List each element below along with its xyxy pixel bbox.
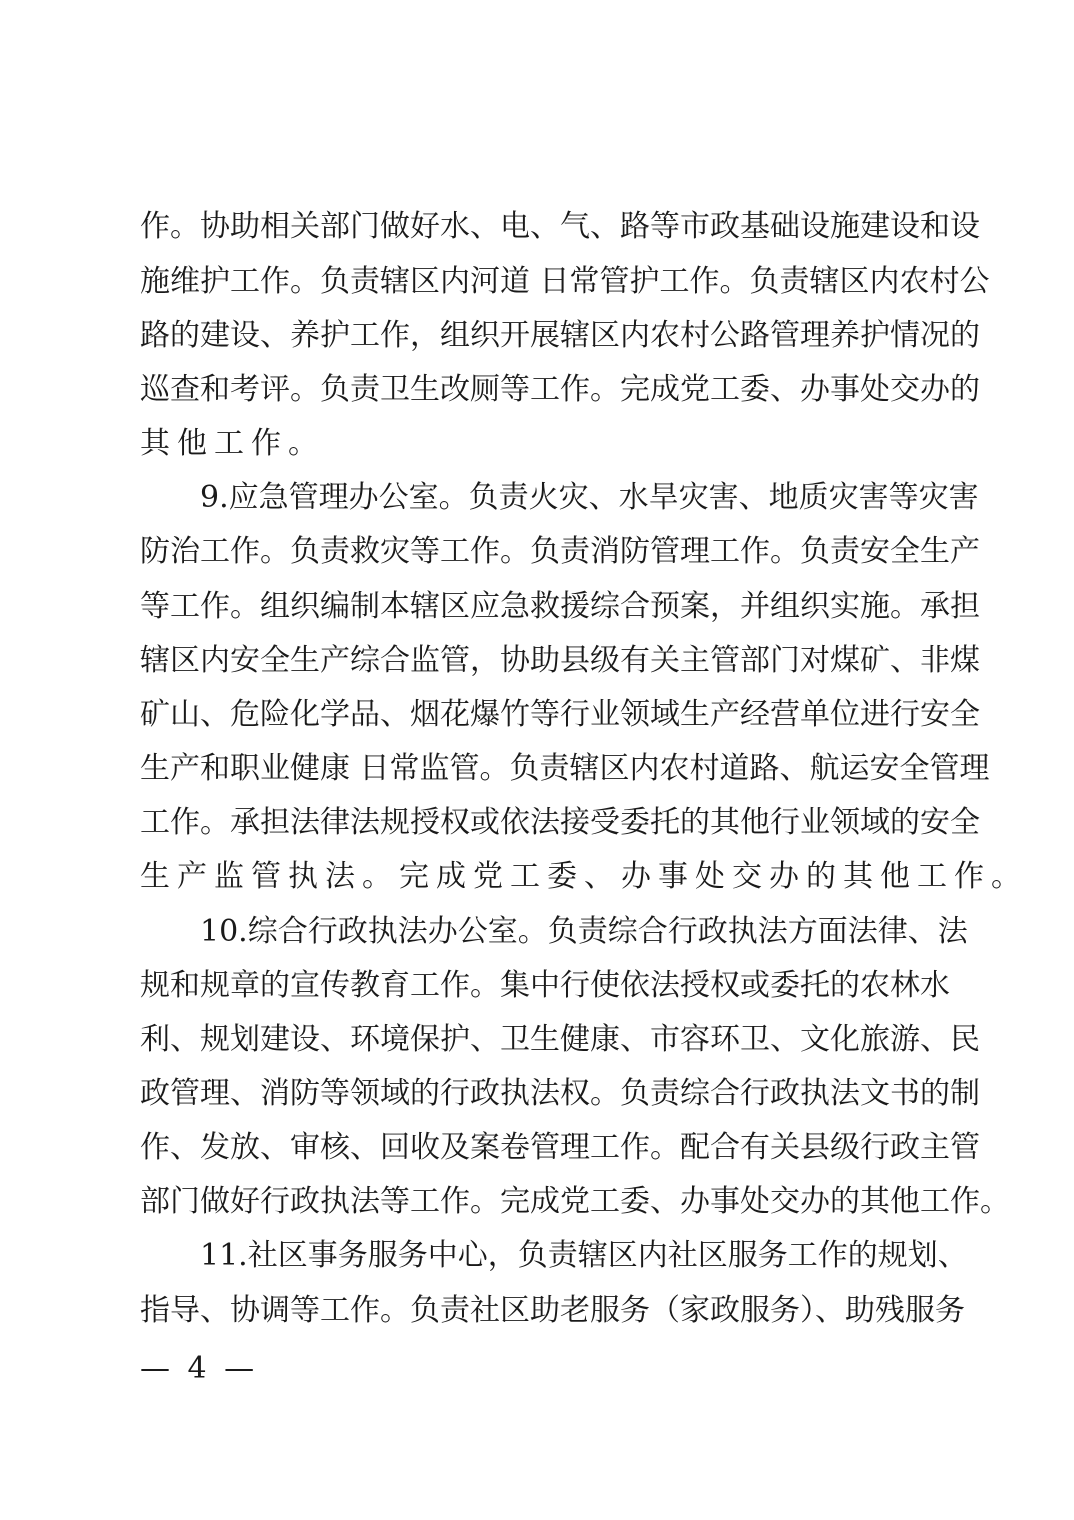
text-line: 等工作。组织编制本辖区应急救援综合预案，并组织实施。承担 bbox=[140, 589, 980, 624]
text-line: 指导、协调等工作。负责社区助老服务（家政服务）、助残服务 bbox=[140, 1293, 965, 1328]
text-line: 其他工作。 bbox=[140, 426, 325, 461]
text-line: 路的建设、养护工作，组织开展辖区内农村公路管理养护情况的 bbox=[140, 318, 980, 353]
text-line: 防治工作。负责救灾等工作。负责消防管理工作。负责安全生产 bbox=[140, 534, 980, 569]
text-line: 巡查和考评。负责卫生改厕等工作。完成党工委、办事处交办的 bbox=[140, 372, 980, 407]
paragraph-heading-line: 10.综合行政执法办公室。负责综合行政执法方面法律、法 bbox=[200, 914, 968, 949]
text-line: 辖区内安全生产综合监管，协助县级有关主管部门对煤矿、非煤 bbox=[140, 643, 980, 678]
text-line: 工作。承担法律法规授权或依法接受委托的其他行业领域的安全 bbox=[140, 805, 980, 840]
text-line: 矿山、危险化学品、烟花爆竹等行业领域生产经营单位进行安全 bbox=[140, 697, 980, 732]
text-line: 规和规章的宣传教育工作。集中行使依法授权或委托的农林水 bbox=[140, 968, 950, 1003]
text-line: 政管理、消防等领域的行政执法权。负责综合行政执法文书的制 bbox=[140, 1076, 980, 1111]
page-number: — 4 — bbox=[140, 1351, 259, 1386]
paragraph-heading-line: 9.应急管理办公室。负责火灾、水旱灾害、地质灾害等灾害 bbox=[200, 480, 979, 515]
text-line: 作、发放、审核、回收及案卷管理工作。配合有关县级行政主管 bbox=[140, 1130, 980, 1165]
paragraph-heading-line: 11.社区事务服务中心，负责辖区内社区服务工作的规划、 bbox=[200, 1238, 968, 1273]
text-line: 部门做好行政执法等工作。完成党工委、办事处交办的其他工作。 bbox=[140, 1184, 1010, 1219]
text-line: 施维护工作。负责辖区内河道 日常管护工作。负责辖区内农村公 bbox=[140, 264, 990, 299]
text-line: 利、规划建设、环境保护、卫生健康、市容环卫、文化旅游、民 bbox=[140, 1022, 980, 1057]
text-line: 作。协助相关部门做好水、电、气、路等市政基础设施建设和设 bbox=[140, 209, 980, 244]
text-line: 生产监管执法。完成党工委、办事处交办的其他工作。 bbox=[140, 859, 1028, 894]
text-line: 生产和职业健康 日常监管。负责辖区内农村道路、航运安全管理 bbox=[140, 751, 990, 786]
